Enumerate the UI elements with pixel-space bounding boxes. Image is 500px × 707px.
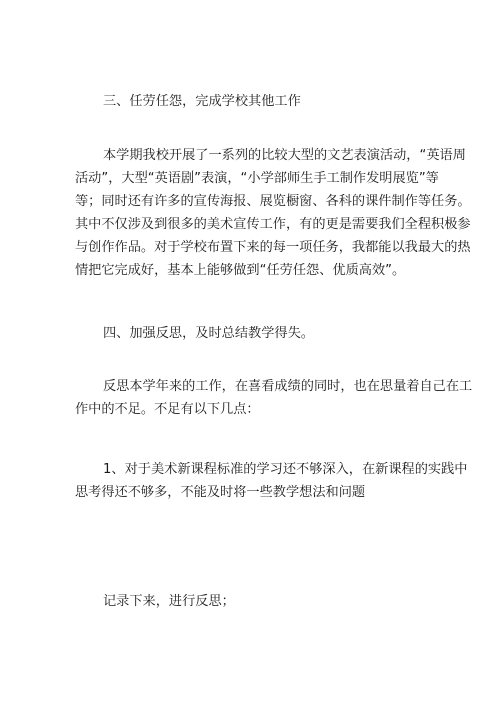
paragraph-line: 反思本学年来的工作，在喜看成绩的同时，也在思量着自己在工	[103, 379, 473, 394]
paragraph-line: 思考得还不够多，不能及时将一些教学想法和问题	[75, 485, 366, 500]
paragraph-line: 情把它完成好，基本上能够做到“任劳任怨、优质高效”。	[75, 263, 406, 278]
section3-heading: 三、任劳任怨，完成学校其他工作	[103, 94, 301, 109]
paragraph-line: 作中的不足。不足有以下几点：	[75, 402, 260, 417]
paragraph-line: 等；同时还有许多的宣传海报、展览橱窗、各科的课件制作等任务。	[75, 194, 471, 209]
paragraph-line: 与创作作品。对于学校布置下来的每一项任务，我都能以我最大的热	[75, 240, 471, 255]
paragraph-line: 活动”，大型“英语剧”表演，“小学部师生手工制作发明展览”等	[75, 171, 439, 186]
section4-heading: 四、加强反思，及时总结教学得失。	[103, 326, 314, 341]
list-item-1-continued: 记录下来，进行反思；	[103, 594, 235, 609]
paragraph-line: 本学期我校开展了一系列的比较大型的文艺表演活动，“英语周	[103, 148, 466, 163]
paragraph-line: 其中不仅涉及到很多的美术宣传工作，有的更是需要我们全程积极参	[75, 217, 471, 232]
paragraph-line: 1、对于美术新课程标准的学习还不够深入，在新课程的实践中	[103, 462, 468, 477]
